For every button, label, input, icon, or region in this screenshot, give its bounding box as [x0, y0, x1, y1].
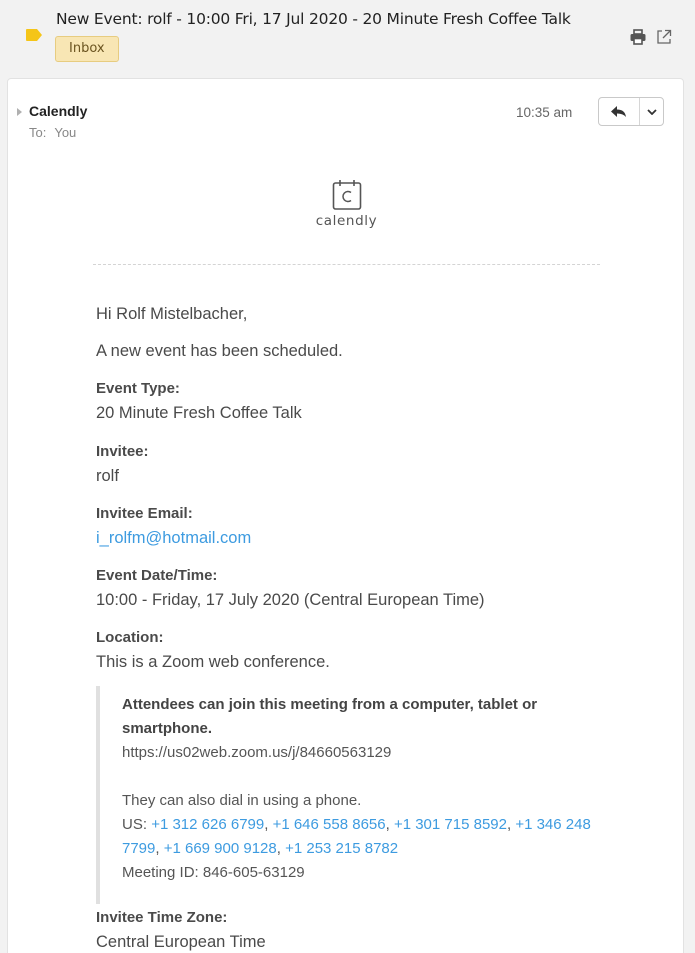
to-value[interactable]: You — [54, 125, 77, 140]
phone-link[interactable]: +1 301 715 8592 — [393, 816, 507, 833]
meeting-id: Meeting ID: 846-605-63129 — [122, 864, 305, 881]
calendly-logo — [8, 179, 685, 229]
dial-in-text: They can also dial in using a phone. — [122, 792, 362, 809]
reply-arrow-icon — [611, 106, 627, 118]
reply-button[interactable] — [599, 98, 640, 125]
message-time: 10:35 am — [516, 105, 573, 120]
timezone-label: Invitee Time Zone: — [96, 909, 228, 926]
location-value: This is a Zoom web conference. — [96, 653, 330, 671]
event-type-label: Event Type: — [96, 380, 180, 397]
us-prefix: US: — [122, 816, 148, 833]
reply-options-dropdown[interactable] — [640, 98, 663, 125]
location-label: Location: — [96, 629, 164, 646]
zoom-join-line-1: Attendees can join this meeting from a computer, tablet or — [122, 696, 538, 713]
invitee-email-link[interactable]: i_rolfm@hotmail.com — [96, 529, 252, 547]
phone-numbers-line-1: US: +1 312 626 6799, +1 646 558 8656, +1 301 715 8592, +1 346 248 — [122, 816, 591, 833]
message-header — [0, 0, 695, 78]
datetime-value: 10:00 - Friday, 17 July 2020 (Central European Time) — [96, 591, 485, 609]
phone-link[interactable]: +1 669 900 9128 — [163, 840, 277, 857]
zoom-join-line-2: smartphone. — [122, 720, 213, 737]
open-external-icon[interactable] — [655, 28, 673, 46]
greeting: Hi Rolf Mistelbacher, — [96, 305, 248, 323]
phone-link[interactable]: +1 346 248 — [515, 816, 591, 833]
reply-button-group — [598, 97, 664, 126]
logo-wordmark: calendly — [315, 213, 378, 229]
sender-name[interactable]: Calendly — [29, 103, 88, 119]
timezone-value: Central European Time — [96, 933, 266, 951]
folder-badge[interactable]: Inbox — [55, 36, 119, 62]
phone-link[interactable]: +1 312 626 6799 — [151, 816, 265, 833]
chevron-down-icon — [647, 109, 657, 115]
invitee-email-label: Invitee Email: — [96, 505, 193, 522]
to-label: To: — [29, 125, 47, 140]
calendar-icon — [332, 179, 362, 211]
phone-link[interactable]: +1 253 215 8782 — [285, 840, 399, 857]
phone-numbers-line-2: 7799, +1 669 900 9128, +1 253 215 8782 — [122, 840, 399, 857]
zoom-details-quote — [96, 686, 616, 904]
expand-triangle-icon[interactable] — [17, 108, 22, 116]
phone-link[interactable]: 7799 — [122, 840, 156, 857]
print-icon[interactable] — [629, 28, 647, 46]
recipient-row — [29, 125, 76, 140]
divider — [93, 264, 600, 265]
invitee-value: rolf — [96, 467, 119, 485]
intro-text: A new event has been scheduled. — [96, 342, 343, 360]
message-card — [7, 78, 684, 953]
label-tag-icon[interactable] — [26, 29, 42, 41]
datetime-label: Event Date/Time: — [96, 567, 218, 584]
zoom-join-link[interactable]: https://us02web.zoom.us/j/84660563129 — [122, 744, 392, 761]
event-type-value: 20 Minute Fresh Coffee Talk — [96, 404, 302, 422]
invitee-label: Invitee: — [96, 443, 149, 460]
email-subject: New Event: rolf - 10:00 Fri, 17 Jul 2020 - 20 Minute Fresh Coffee Talk — [56, 10, 571, 28]
phone-link[interactable]: +1 646 558 8656 — [272, 816, 386, 833]
